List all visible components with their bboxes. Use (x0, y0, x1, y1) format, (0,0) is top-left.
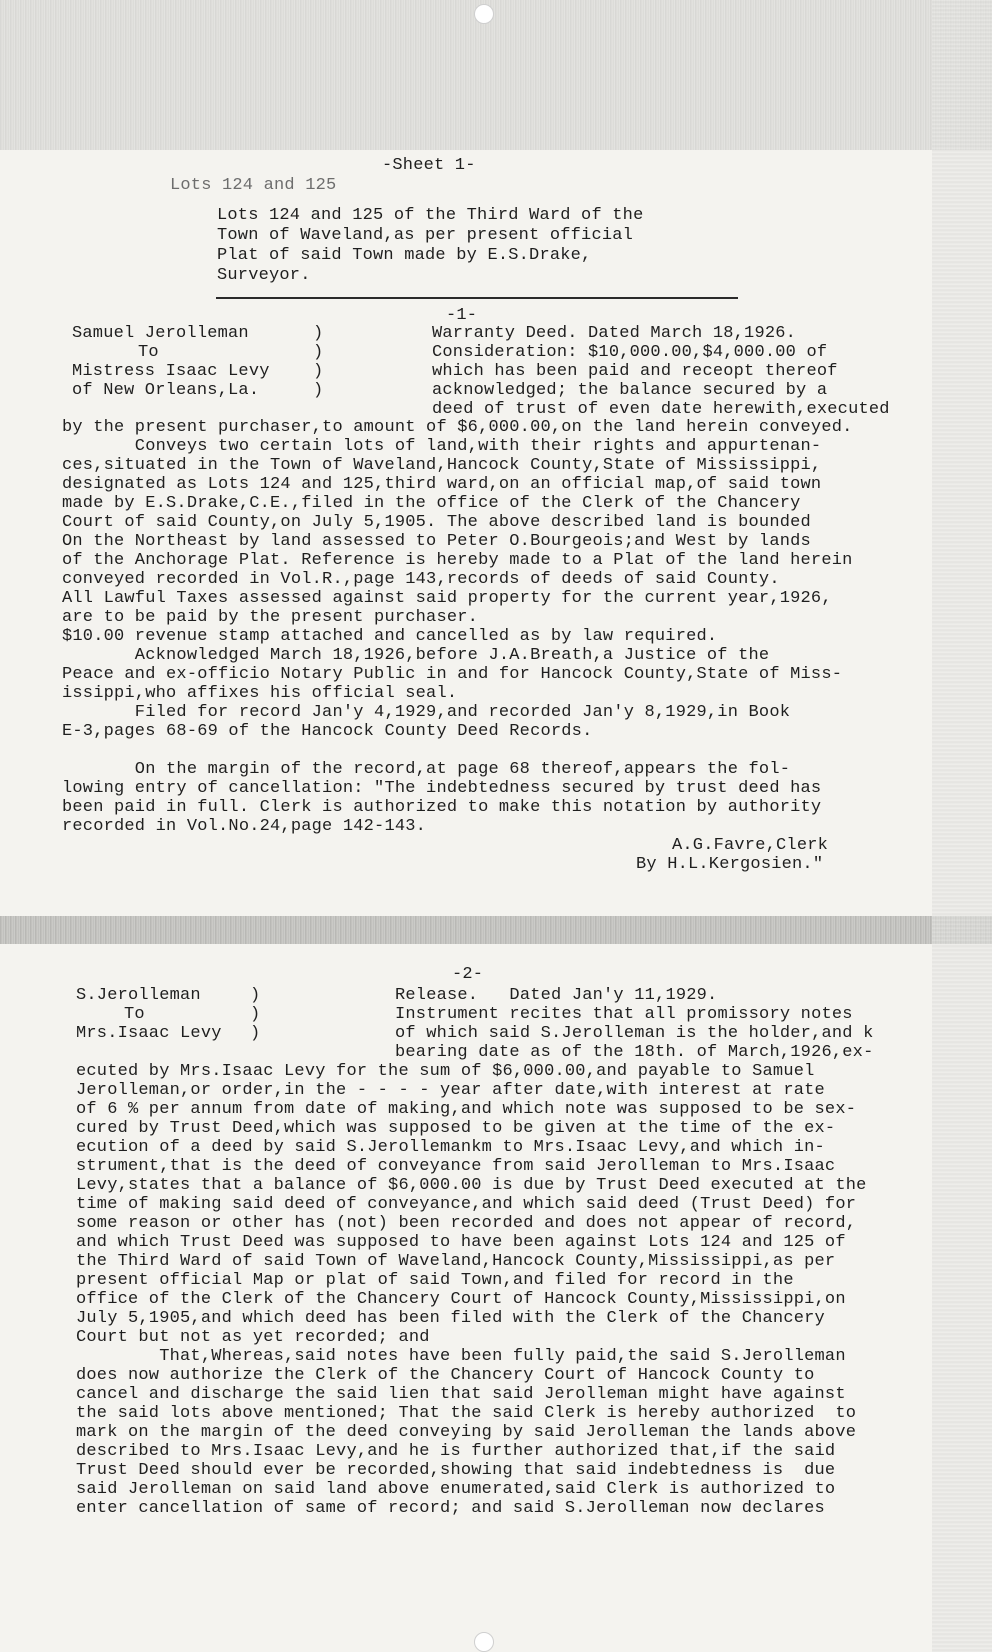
scan-top-band (0, 0, 992, 150)
header-line: bearing date as of the 18th. of March,1926,ex- (395, 1043, 874, 1062)
party-grantor: S.Jerolleman (76, 986, 201, 1005)
header-line: Release. Dated Jan'y 11,1929. (395, 986, 718, 1005)
body-line: ecuted by Mrs.Isaac Levy for the sum of $6,000.00,and payable to Samuel (76, 1062, 815, 1081)
party-to: To (124, 1005, 145, 1024)
body-line: $10.00 revenue stamp attached and cancelled as by law required. (62, 627, 718, 646)
party-to: To (138, 343, 159, 362)
body-line: time of making said deed of conveyance,and which said deed (Trust Deed) for (76, 1195, 857, 1214)
entry-number: -1- (446, 306, 478, 325)
deputy-signature: By H.L.Kergosien." (636, 855, 824, 874)
body-line: Trust Deed should ever be recorded,showing that said indebtedness is due (76, 1461, 836, 1480)
body-line: are to be paid by the present purchaser. (62, 608, 479, 627)
clerk-signature: A.G.Favre,Clerk (672, 836, 829, 855)
body-line: of the Anchorage Plat. Reference is hereby made to a Plat of the land herein (62, 551, 853, 570)
scan-mid-band (0, 916, 992, 944)
entry-number: -2- (452, 965, 484, 984)
body-line: Court of said County,on July 5,1905. The above described land is bounded (62, 513, 811, 532)
body-line: Peace and ex-officio Notary Public in and for Hancock County,State of Miss- (62, 665, 843, 684)
body-line: designated as Lots 124 and 125,third ward,on an official map,of said town (62, 475, 822, 494)
header-line: of which said S.Jerolleman is the holder,and k (395, 1024, 874, 1043)
header-line: Warranty Deed. Dated March 18,1926. (432, 324, 797, 343)
header-line: which has been paid and receopt thereof (432, 362, 838, 381)
description-line: Surveyor. (217, 266, 311, 285)
header-line: deed of trust of even date herewith,executed (432, 400, 890, 419)
party-residence: of New Orleans,La. (72, 381, 260, 400)
paren-mark: ) (313, 343, 324, 362)
body-line: All Lawful Taxes assessed against said property for the current year,1926, (62, 589, 832, 608)
body-line: On the Northeast by land assessed to Peter O.Bourgeois;and West by lands (62, 532, 811, 551)
paren-mark: ) (250, 1005, 261, 1024)
body-line: enter cancellation of same of record; and said S.Jerolleman now declares (76, 1499, 825, 1518)
body-line: the Third Ward of said Town of Waveland,Hancock County,Mississippi,as per (76, 1252, 836, 1271)
body-line: Levy,states that a balance of $6,000.00 is due by Trust Deed executed at the (76, 1176, 867, 1195)
header-line: Consideration: $10,000.00,$4,000.00 of (432, 343, 828, 362)
body-line: That,Whereas,said notes have been fully paid,the said S.Jerolleman (76, 1347, 846, 1366)
description-line: Plat of said Town made by E.S.Drake, (217, 246, 592, 265)
body-line: some reason or other has (not) been recorded and does not appear of record, (76, 1214, 857, 1233)
body-line: Conveys two certain lots of land,with their rights and appurtenan- (62, 437, 822, 456)
body-line: does now authorize the Clerk of the Chancery Court of Hancock County to (76, 1366, 815, 1385)
header-line: acknowledged; the balance secured by a (432, 381, 828, 400)
paren-mark: ) (313, 381, 324, 400)
paren-mark: ) (313, 324, 324, 343)
paren-mark: ) (250, 1024, 261, 1043)
body-line: cancel and discharge the said lien that said Jerolleman might have against (76, 1385, 846, 1404)
body-line: Acknowledged March 18,1926,before J.A.Breath,a Justice of the (62, 646, 770, 665)
margin-line: recorded in Vol.No.24,page 142-143. (62, 817, 427, 836)
body-line: by the present purchaser,to amount of $6,000.00,on the land herein conveyed. (62, 418, 853, 437)
body-line: said Jerolleman on said land above enumerated,said Clerk is authorized to (76, 1480, 836, 1499)
body-line: strument,that is the deed of conveyance from said Jerolleman to Mrs.Isaac (76, 1157, 836, 1176)
body-line: cured by Trust Deed,which was supposed to be given at the time of the ex- (76, 1119, 836, 1138)
body-line: of 6 % per annum from date of making,and which note was supposed to be sex- (76, 1100, 857, 1119)
body-line: E-3,pages 68-69 of the Hancock County Deed Records. (62, 722, 593, 741)
margin-line: lowing entry of cancellation: "The indebtedness secured by trust deed has (62, 779, 822, 798)
party-grantee: Mrs.Isaac Levy (76, 1024, 222, 1043)
party-grantor: Samuel Jerolleman (72, 324, 249, 343)
body-line: Filed for record Jan'y 4,1929,and recorded Jan'y 8,1929,in Book (62, 703, 791, 722)
punch-hole-top (474, 4, 494, 24)
header-line: Instrument recites that all promissory notes (395, 1005, 853, 1024)
margin-line: been paid in full. Clerk is authorized to make this notation by authority (62, 798, 822, 817)
lots-heading: Lots 124 and 125 (170, 176, 337, 195)
punch-hole-bottom (474, 1632, 494, 1652)
body-line: ecution of a deed by said S.Jerollemankm to Mrs.Isaac Levy,and which in- (76, 1138, 825, 1157)
body-line: July 5,1905,and which deed has been filed with the Clerk of the Chancery (76, 1309, 825, 1328)
body-line: issippi,who affixes his official seal. (62, 684, 458, 703)
body-line: Jerolleman,or order,in the - - - - year after date,with interest at rate (76, 1081, 825, 1100)
body-line: office of the Clerk of the Chancery Court of Hancock County,Mississippi,on (76, 1290, 846, 1309)
body-line: Court but not as yet recorded; and (76, 1328, 430, 1347)
body-line: ces,situated in the Town of Waveland,Hancock County,State of Mississippi, (62, 456, 822, 475)
paren-mark: ) (313, 362, 324, 381)
body-line: made by E.S.Drake,C.E.,filed in the office of the Clerk of the Chancery (62, 494, 801, 513)
body-line: present official Map or plat of said Town,and filed for record in the (76, 1271, 794, 1290)
heading-underline (216, 297, 738, 299)
body-line: mark on the margin of the deed conveying by said Jerolleman the lands above (76, 1423, 857, 1442)
body-line: described to Mrs.Isaac Levy,and he is further authorized that,if the said (76, 1442, 836, 1461)
paren-mark: ) (250, 986, 261, 1005)
body-line: and which Trust Deed was supposed to have been against Lots 124 and 125 of (76, 1233, 846, 1252)
sheet-title: -Sheet 1- (382, 156, 476, 175)
margin-line: On the margin of the record,at page 68 thereof,appears the fol- (62, 760, 791, 779)
body-line: the said lots above mentioned; That the said Clerk is hereby authorized to (76, 1404, 857, 1423)
description-line: Town of Waveland,as per present official (217, 226, 634, 245)
scan-right-edge (932, 0, 992, 1652)
description-line: Lots 124 and 125 of the Third Ward of the (217, 206, 644, 225)
body-line: conveyed recorded in Vol.R.,page 143,records of deeds of said County. (62, 570, 780, 589)
party-grantee: Mistress Isaac Levy (72, 362, 270, 381)
